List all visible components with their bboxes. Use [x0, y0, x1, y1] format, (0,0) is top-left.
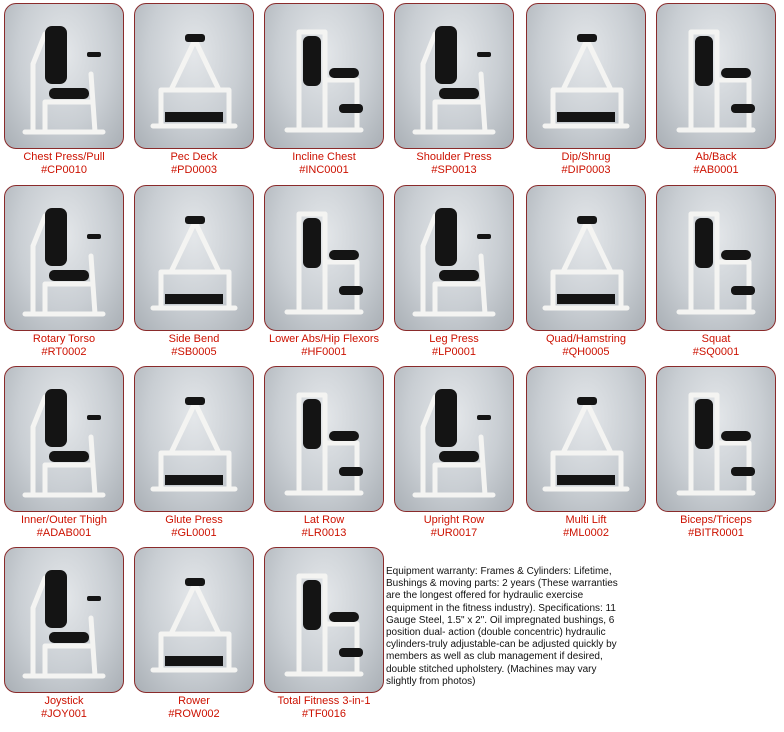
machine-illustration — [527, 367, 644, 510]
product-code: #LR0013 — [301, 527, 347, 539]
product-code: #UR0017 — [430, 527, 478, 539]
product-name: Incline Chest — [292, 151, 356, 163]
product-name: Quad/Hamstring — [545, 333, 627, 345]
machine-illustration — [265, 186, 382, 329]
product-code: #ROW002 — [168, 708, 220, 720]
product-photo[interactable] — [4, 366, 124, 512]
machine-illustration — [395, 186, 512, 329]
product-code: #ADAB001 — [36, 527, 92, 539]
product-name: Pec Deck — [170, 151, 218, 163]
product-photo[interactable] — [134, 185, 254, 331]
product-code: #TF0016 — [301, 708, 347, 720]
product-photo[interactable] — [134, 547, 254, 693]
machine-illustration — [5, 4, 122, 147]
product-name: Lat Row — [303, 514, 345, 526]
product-code: #SQ0001 — [692, 346, 740, 358]
product-code: #GL0001 — [171, 527, 217, 539]
machine-illustration — [135, 367, 252, 510]
machine-illustration — [657, 186, 774, 329]
machine-illustration — [265, 4, 382, 147]
product-photo[interactable] — [264, 185, 384, 331]
machine-illustration — [657, 4, 774, 147]
product-code: #INC0001 — [299, 164, 349, 176]
product-name: Total Fitness 3-in-1 — [277, 695, 371, 707]
machine-illustration — [135, 548, 252, 691]
product-name: Chest Press/Pull — [23, 151, 105, 163]
product-photo[interactable] — [4, 185, 124, 331]
machine-illustration — [135, 186, 252, 329]
product-name: Glute Press — [165, 514, 223, 526]
machine-illustration — [527, 4, 644, 147]
product-code: #ML0002 — [563, 527, 609, 539]
product-code: #AB0001 — [693, 164, 739, 176]
machine-illustration — [5, 548, 122, 691]
product-name: Lower Abs/Hip Flexors — [268, 333, 380, 345]
product-name: Upright Row — [423, 514, 485, 526]
machine-illustration — [395, 367, 512, 510]
product-name: Side Bend — [168, 333, 220, 345]
product-photo[interactable] — [526, 3, 646, 149]
product-code: #BITR0001 — [688, 527, 744, 539]
product-caption — [636, 514, 784, 540]
product-photo[interactable] — [4, 3, 124, 149]
product-photo[interactable] — [134, 3, 254, 149]
machine-illustration — [657, 367, 774, 510]
product-photo[interactable] — [656, 185, 776, 331]
machine-illustration — [135, 4, 252, 147]
product-photo[interactable] — [264, 3, 384, 149]
product-photo[interactable] — [394, 3, 514, 149]
product-photo[interactable] — [4, 547, 124, 693]
machine-illustration — [527, 186, 644, 329]
equipment-description: Equipment warranty: Frames & Cylinders: Lifetime, Bushings & moving parts: 2 years (These warranties are the longest offered for hydraulic exercise equipment in the fitness industry). Specifications: 11 Gauge Steel, 1.5" x 2". Oil impregnated bushings, 6 position dual- action (double concentric) hydraulic cylinders-truly adjustable-can be adjusted quickly by members as well as club management if desired, double stitched upholstery. (Machines may vary slightly from photos) — [386, 566, 618, 687]
product-photo[interactable] — [526, 185, 646, 331]
product-code: #LP0001 — [431, 346, 477, 358]
product-name: Shoulder Press — [416, 151, 492, 163]
product-code: #CP0010 — [41, 164, 87, 176]
product-code: #HF0001 — [301, 346, 347, 358]
machine-illustration — [265, 548, 382, 691]
product-photo[interactable] — [526, 366, 646, 512]
product-name: Ab/Back — [695, 151, 737, 163]
product-photo[interactable] — [656, 3, 776, 149]
machine-illustration — [5, 367, 122, 510]
product-photo[interactable] — [394, 366, 514, 512]
product-caption — [636, 333, 784, 359]
product-name: Multi Lift — [565, 514, 607, 526]
product-code: #QH0005 — [562, 346, 610, 358]
machine-illustration — [395, 4, 512, 147]
product-photo[interactable] — [134, 366, 254, 512]
product-name: Inner/Outer Thigh — [20, 514, 107, 526]
product-name: Rotary Torso — [32, 333, 96, 345]
product-name: Dip/Shrug — [561, 151, 611, 163]
product-name: Squat — [701, 333, 731, 345]
product-code: #SB0005 — [171, 346, 217, 358]
product-photo[interactable] — [264, 547, 384, 693]
product-code: #DIP0003 — [561, 164, 611, 176]
product-code: #SP0013 — [431, 164, 477, 176]
product-name: Joystick — [44, 695, 84, 707]
product-name: Biceps/Triceps — [680, 514, 752, 526]
machine-illustration — [5, 186, 122, 329]
product-code: #PD0003 — [171, 164, 217, 176]
product-code: #JOY001 — [41, 708, 87, 720]
product-photo[interactable] — [394, 185, 514, 331]
product-caption — [244, 695, 404, 721]
machine-illustration — [265, 367, 382, 510]
product-name: Leg Press — [429, 333, 479, 345]
product-caption — [636, 151, 784, 177]
product-photo[interactable] — [656, 366, 776, 512]
product-code: #RT0002 — [41, 346, 87, 358]
product-name: Rower — [178, 695, 210, 707]
product-photo[interactable] — [264, 366, 384, 512]
